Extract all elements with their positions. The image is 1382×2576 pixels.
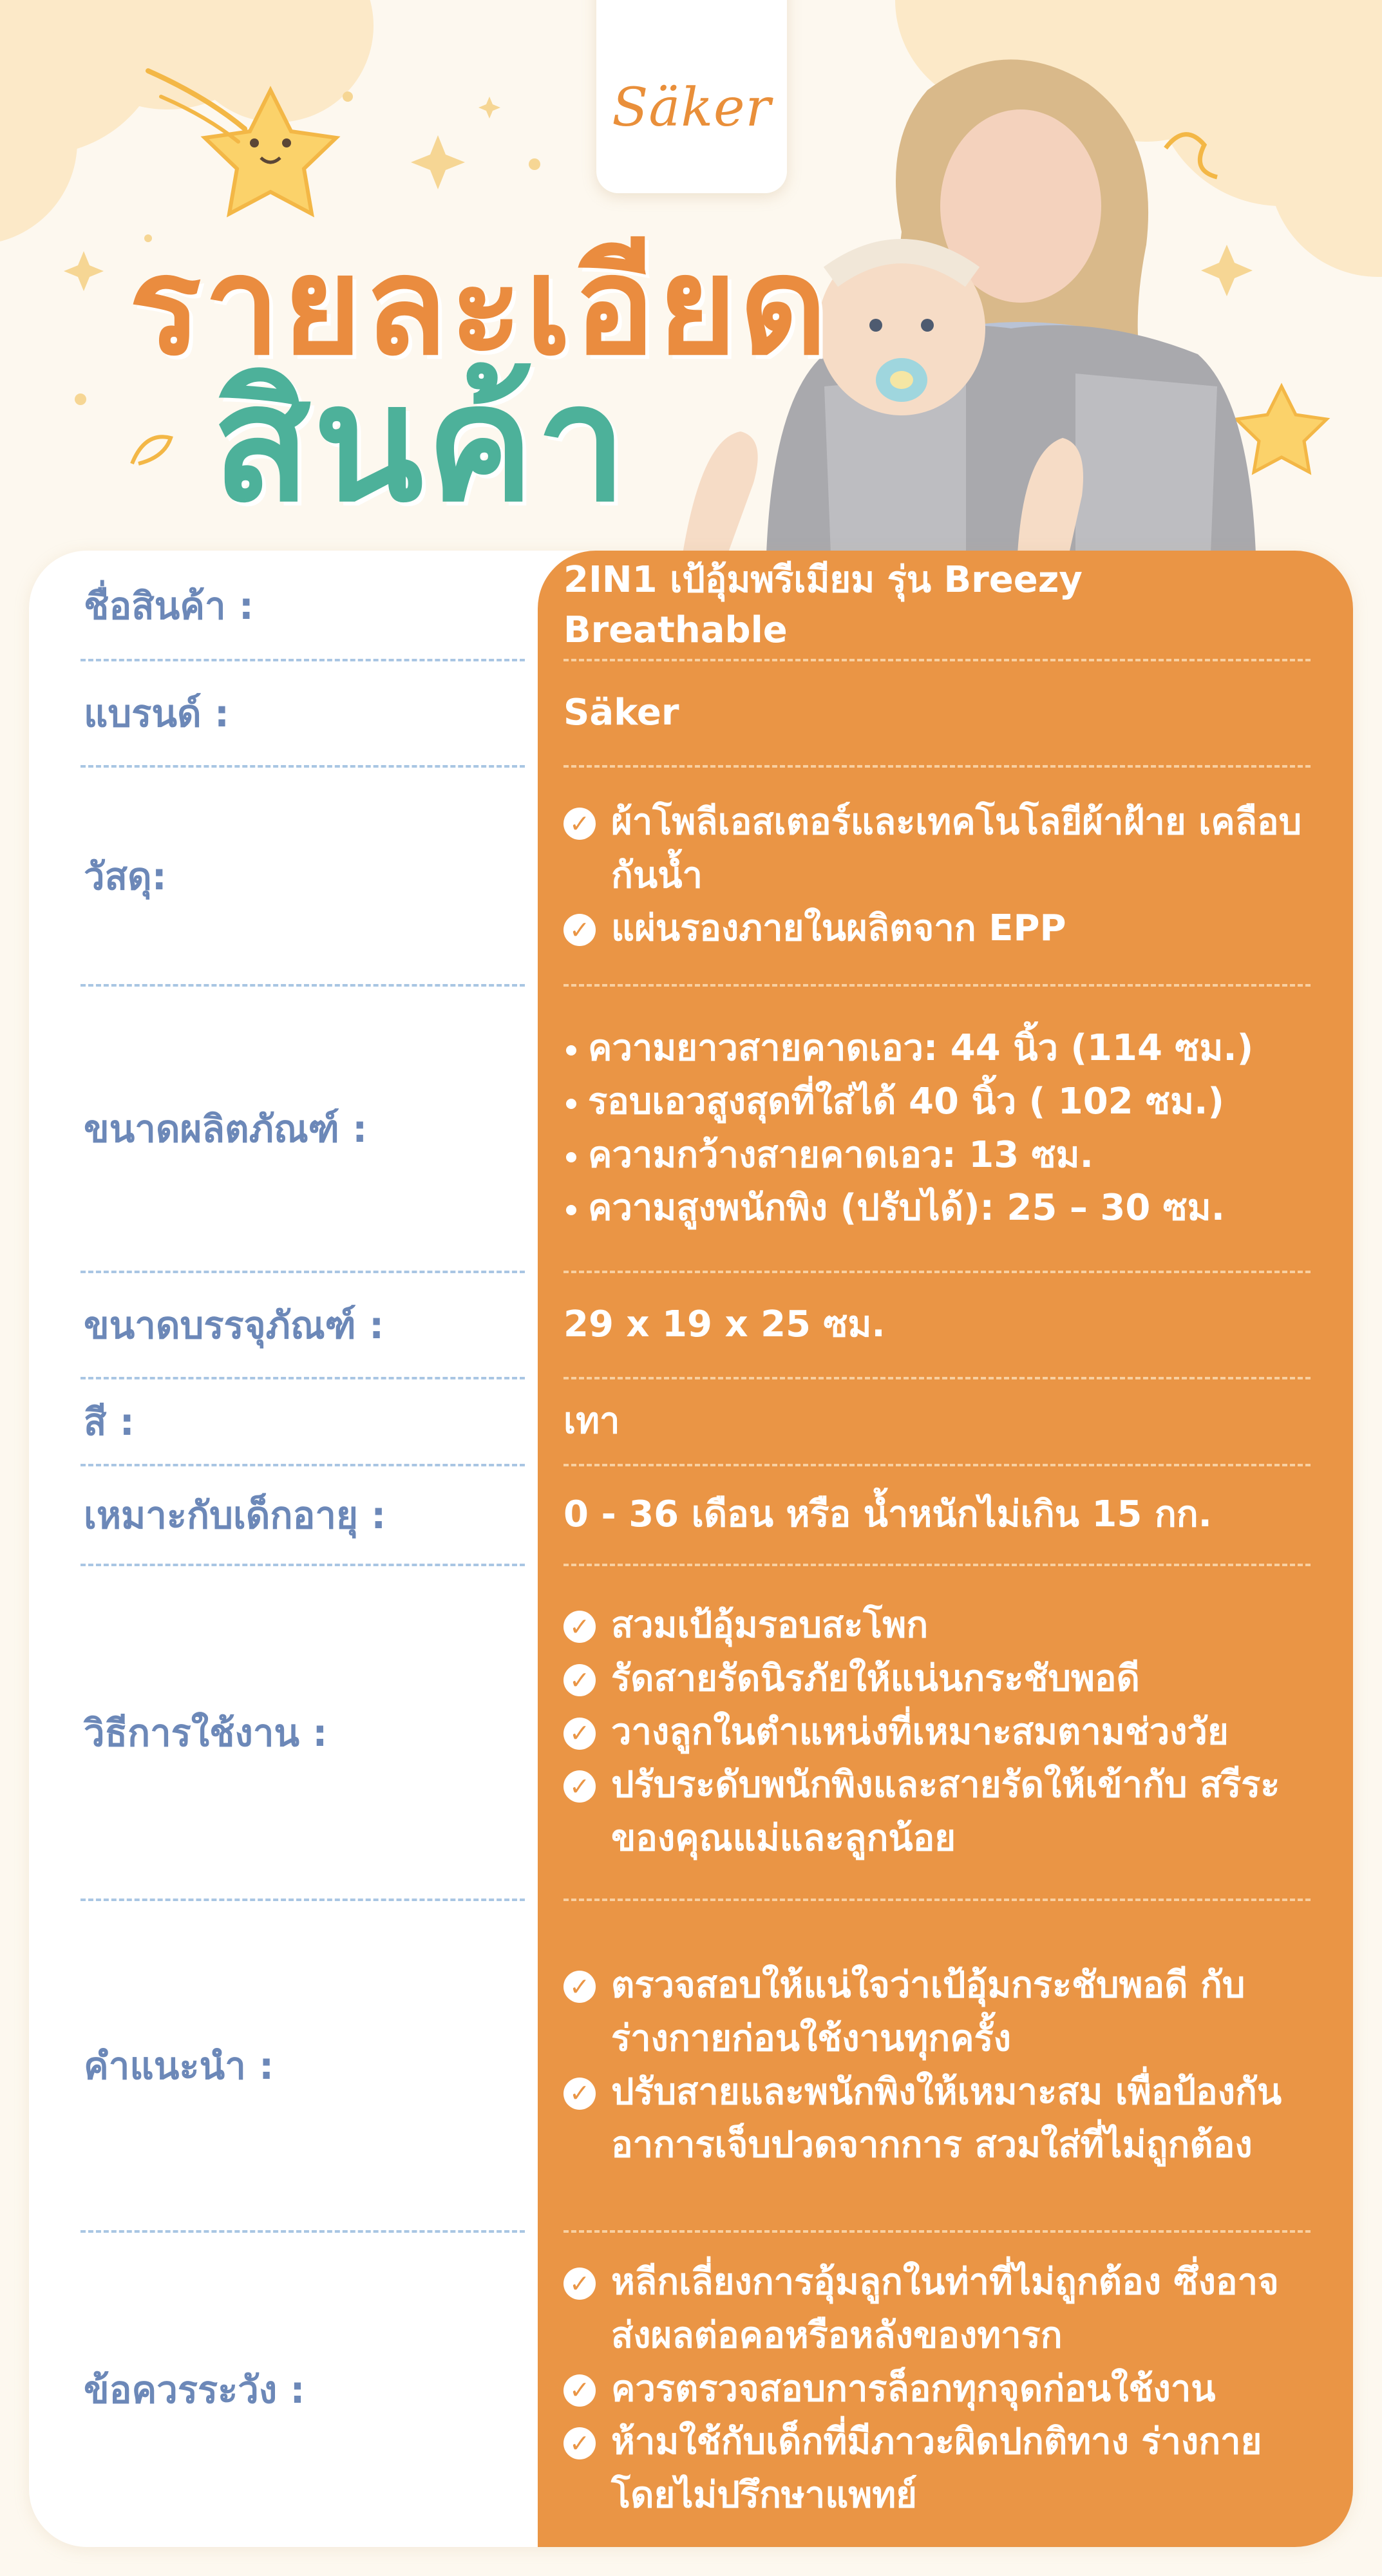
usage-instructions-value (563, 1565, 1317, 1900)
list-item (563, 2416, 1317, 2523)
brand-logo-tab (596, 0, 787, 193)
check-circle-icon: ✓ (563, 1718, 596, 1750)
list-item (563, 1075, 1317, 1129)
brand-logo: Säker (612, 77, 771, 138)
product-size-value (563, 985, 1317, 1272)
check-circle-icon: ✓ (563, 2078, 596, 2110)
bullet-dot-icon (566, 1045, 576, 1056)
detail-row-product-name (29, 551, 1353, 660)
list-item (563, 2256, 1317, 2363)
age-range-label: เหมาะกับเด็กอายุ : (84, 1493, 386, 1537)
list-item (563, 1653, 1317, 1706)
bullet-dot-icon (566, 1099, 576, 1109)
star-icon (1236, 386, 1327, 472)
page-title-line1: รายละเอียด (129, 227, 830, 385)
check-circle-icon: ✓ (563, 2427, 596, 2459)
check-circle-icon: ✓ (563, 914, 596, 946)
check-circle-icon: ✓ (563, 2268, 596, 2300)
package-size-label: ขนาดบรรจุภัณฑ์ : (84, 1303, 384, 1347)
detail-row-material (29, 766, 1353, 985)
recommendations-label: คำแนะนำ : (84, 2044, 274, 2088)
detail-row-recommendations (29, 1900, 1353, 2231)
warnings-label: ข้อควรระวัง : (84, 2367, 305, 2412)
list-item-text: ความยาวสายคาดเอว: 44 นิ้ว (114 ซม.) (588, 1027, 1254, 1069)
detail-row-color (29, 1378, 1353, 1465)
list-item (563, 1022, 1317, 1075)
detail-row-package-size (29, 1272, 1353, 1378)
color-label: สี : (84, 1400, 135, 1444)
product-name-label: ชื่อสินค้า : (84, 583, 254, 628)
list-item-text: ความสูงพนักพิง (ปรับได้): 25 – 30 ซม. (588, 1187, 1225, 1229)
brand-text: Säker (563, 692, 679, 734)
list-item-text: ห้ามใช้กับเด็กที่มีภาวะผิดปกติทาง ร่างกายโดยไม่ปรึกษาแพทย์ (611, 2421, 1262, 2517)
list-item-text: วางลูกในตำแหน่งที่เหมาะสมตามช่วงวัย (611, 1710, 1229, 1753)
list-item (563, 902, 1317, 956)
list-item (563, 796, 1317, 903)
list-item-text: รอบเอวสูงสุดที่ใส่ได้ 40 นิ้ว ( 102 ซม.) (588, 1080, 1224, 1122)
material-value (563, 766, 1317, 985)
list-item (563, 1706, 1317, 1759)
detail-row-warnings (29, 2231, 1353, 2547)
bullet-dot-icon (566, 1152, 576, 1162)
list-item-text: หลีกเลี่ยงการอุ้มลูกในท่าที่ไม่ถูกต้อง ซึ่งอาจส่งผลต่อคอหรือหลังของทารก (611, 2260, 1279, 2356)
detail-row-usage-instructions (29, 1565, 1353, 1900)
check-circle-icon: ✓ (563, 1611, 596, 1643)
list-item (563, 1959, 1317, 2066)
detail-row-brand (29, 660, 1353, 766)
color-value (563, 1378, 1317, 1465)
check-circle-icon: ✓ (563, 1971, 596, 2003)
detail-row-product-size (29, 985, 1353, 1272)
squiggle-decoration (132, 437, 171, 464)
material-label: วัสดุ: (84, 854, 167, 898)
page-title-line2: สินค้า (213, 350, 630, 537)
brand-label: แบรนด์ : (84, 692, 230, 735)
product-size-label: ขนาดผลิตภัณฑ์ : (84, 1107, 368, 1151)
list-item (563, 1759, 1317, 1866)
list-item-text: ผ้าโพลีเอสเตอร์และเทคโนโลยีผ้าฝ้าย เคลือบกันน้ำ (611, 800, 1302, 896)
check-circle-icon: ✓ (563, 808, 596, 840)
detail-row-age-range (29, 1465, 1353, 1565)
list-item-text: ปรับระดับพนักพิงและสายรัดให้เข้ากับ สรีระของคุณแม่และลูกน้อย (611, 1764, 1280, 1860)
list-item (563, 2363, 1317, 2416)
package-size-value (563, 1272, 1317, 1378)
product-details-card (29, 551, 1353, 2547)
age-range-text: 0 - 36 เดือน หรือ น้ำหนักไม่เกิน 15 กก. (563, 1493, 1212, 1536)
list-item-text: ความกว้างสายคาดเอว: 13 ซม. (588, 1133, 1093, 1176)
brand-value (563, 660, 1317, 766)
list-item (563, 1129, 1317, 1182)
warnings-value (563, 2231, 1317, 2547)
color-text: เทา (563, 1400, 620, 1443)
check-circle-icon: ✓ (563, 1770, 596, 1803)
package-size-text: 29 x 19 x 25 ซม. (563, 1303, 885, 1346)
list-item (563, 1182, 1317, 1235)
bullet-dot-icon (566, 1205, 576, 1215)
list-item-text: ปรับสายและพนักพิงให้เหมาะสม เพื่อป้องกันอาการเจ็บปวดจากการ สวมใส่ที่ไม่ถูกต้อง (611, 2070, 1282, 2166)
list-item-text: ตรวจสอบให้แน่ใจว่าเป้อุ้มกระชับพอดี กับร่างกายก่อนใช้งานทุกครั้ง (611, 1964, 1245, 2060)
list-item-text: แผ่นรองภายในผลิตจาก EPP (611, 907, 1066, 950)
usage-instructions-label: วิธีการใช้งาน : (84, 1710, 328, 1755)
list-item (563, 1599, 1317, 1653)
check-circle-icon: ✓ (563, 1664, 596, 1696)
age-range-value (563, 1465, 1317, 1565)
list-item (563, 2066, 1317, 2173)
product-name-text: 2IN1 เป้อุ้มพรีเมียม รุ่น Breezy Breathable (563, 558, 1083, 651)
list-item-text: สวมเป้อุ้มรอบสะโพก (611, 1604, 929, 1646)
recommendations-value (563, 1900, 1317, 2231)
list-item-text: ควรตรวจสอบการล็อกทุกจุดก่อนใช้งาน (611, 2367, 1216, 2410)
product-name-value (563, 551, 1317, 660)
list-item-text: รัดสายรัดนิรภัยให้แน่นกระชับพอดี (611, 1657, 1140, 1700)
check-circle-icon: ✓ (563, 2374, 596, 2407)
